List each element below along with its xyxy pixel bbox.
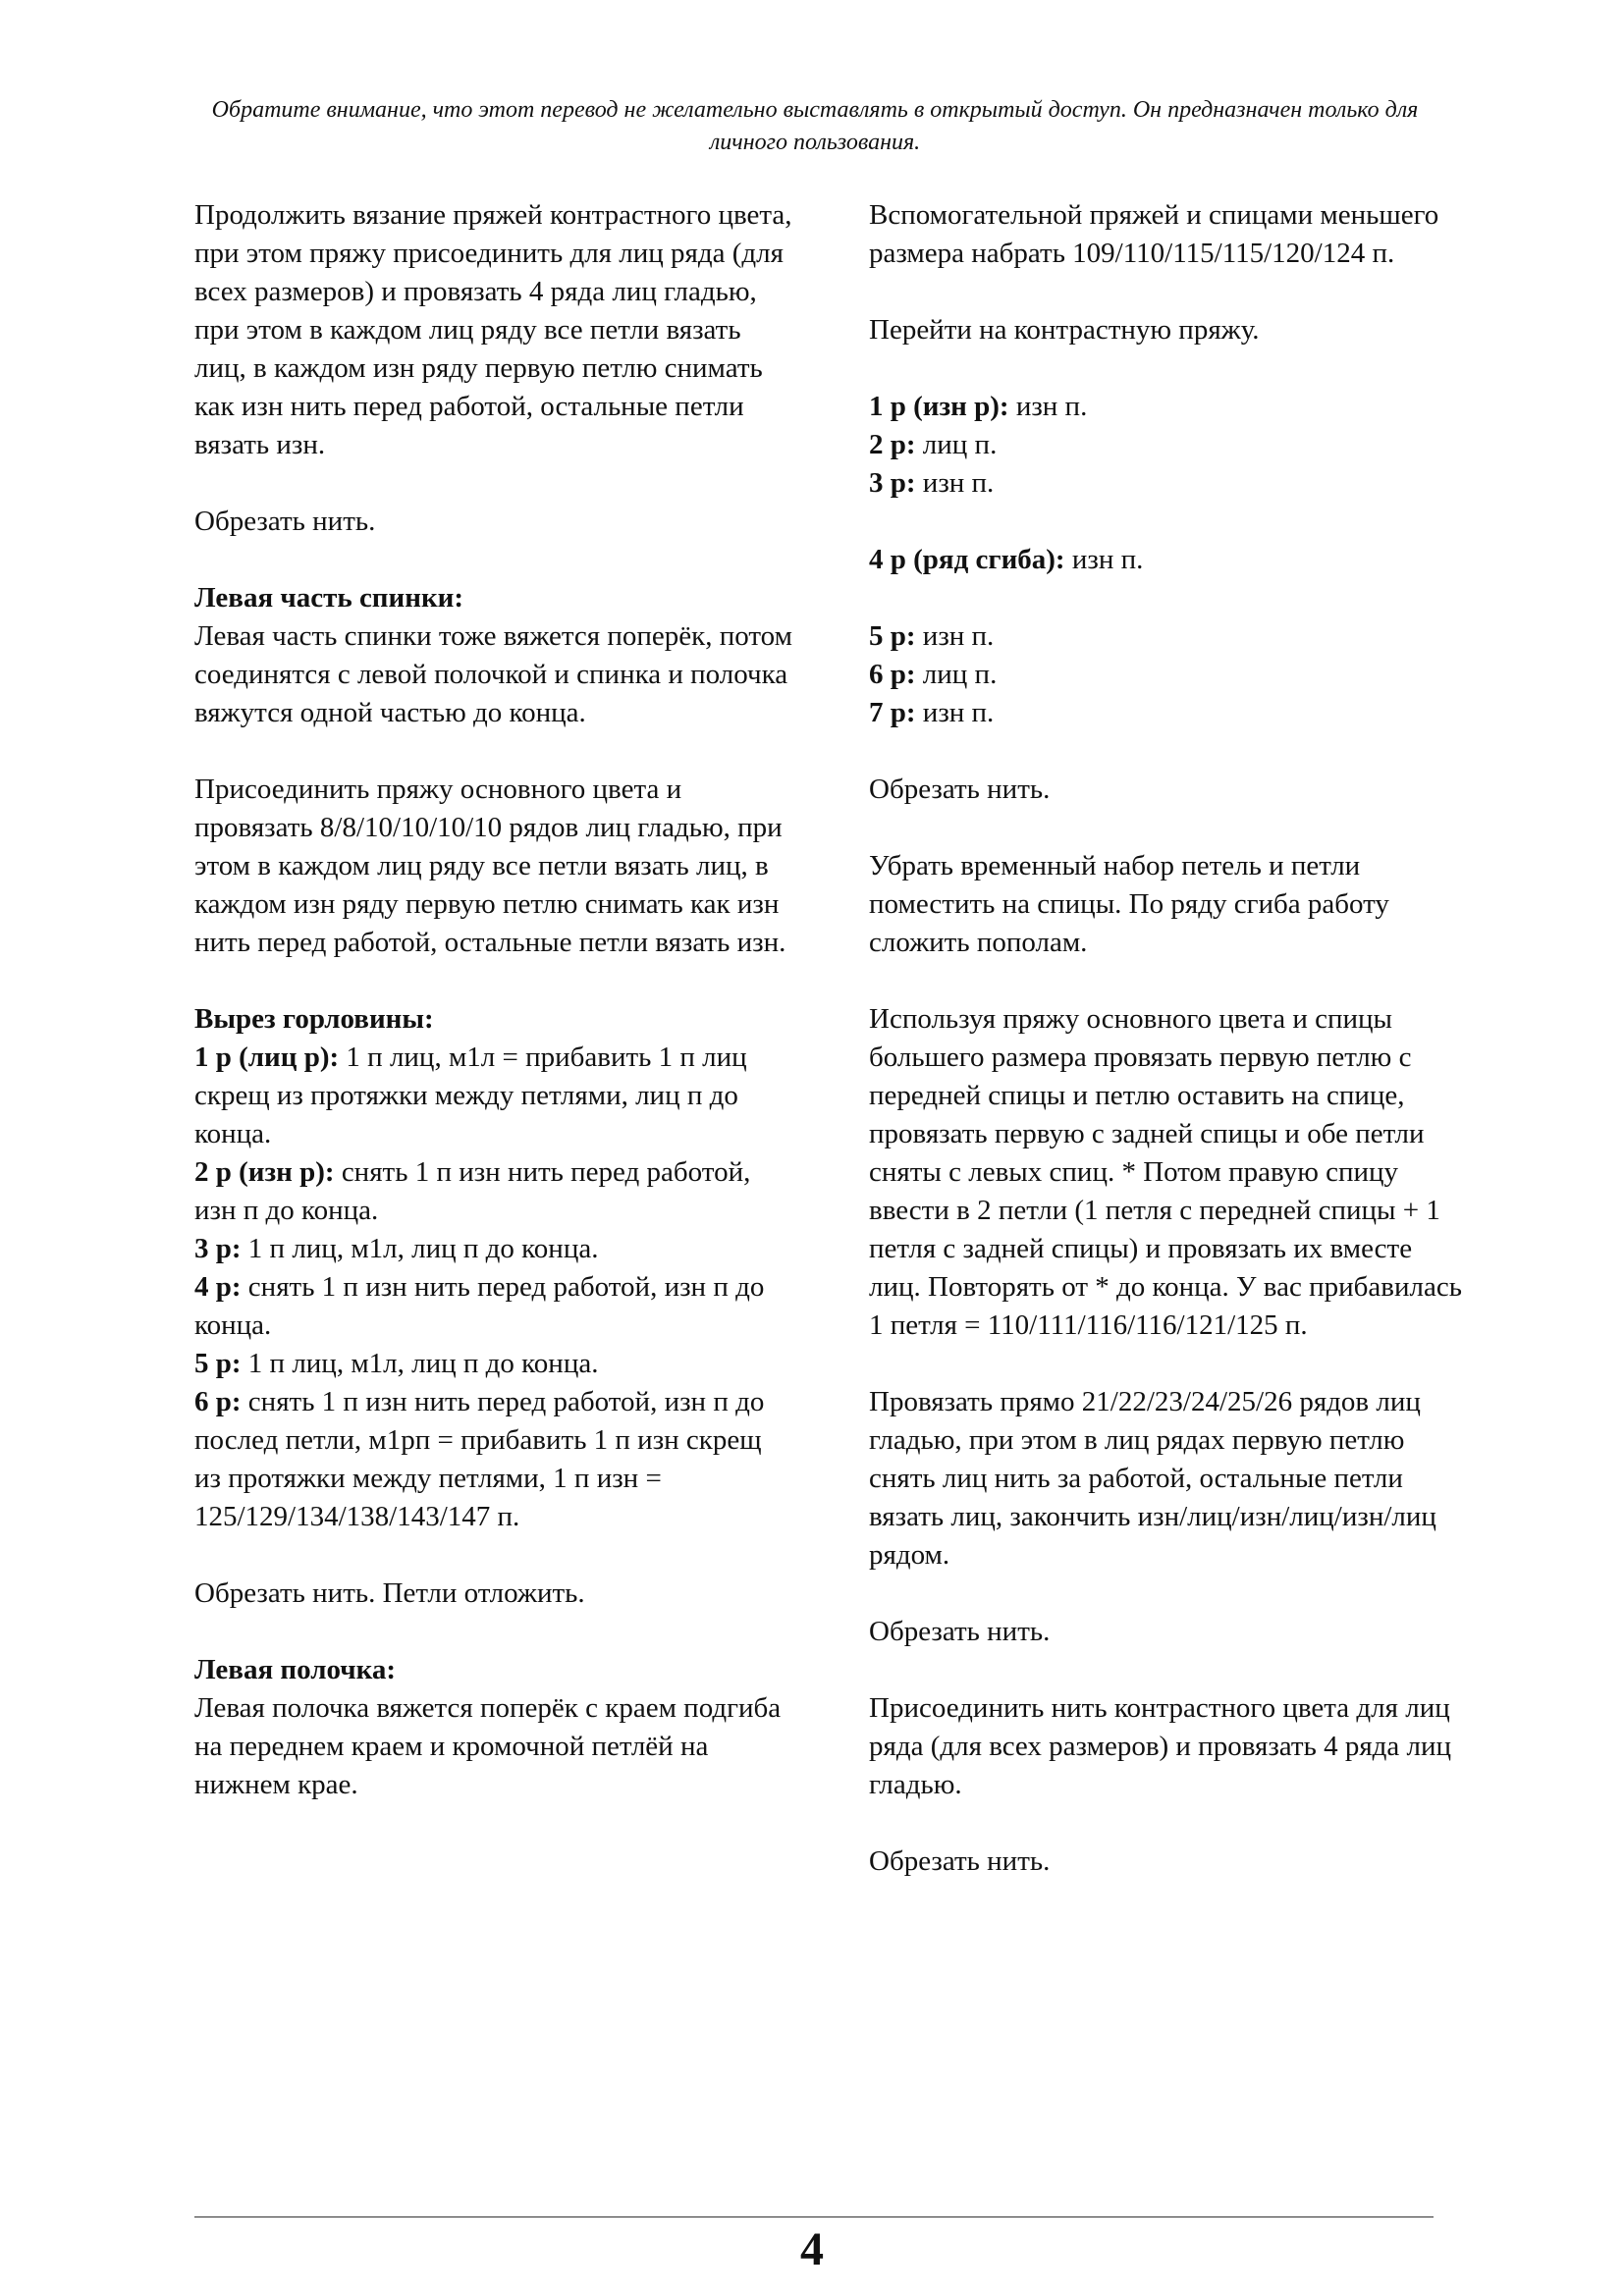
section-text: Левая часть спинки тоже вяжется поперёк, потом соединятся с левой полочкой и спинка и полочка вяжутся одной частью до конца.: [194, 620, 792, 728]
paragraph: Вспомогательной пряжей и спицами меньшего размера набрать 109/110/115/115/120/124 п.: [869, 199, 1439, 269]
row-instruction: [869, 426, 1468, 464]
page-number: 4: [800, 2223, 824, 2275]
row-label: 4 р:: [194, 1271, 242, 1303]
section-heading: Левая полочка:: [194, 1654, 397, 1685]
section-heading: Левая часть спинки:: [194, 582, 464, 614]
rows-block: [869, 388, 1468, 503]
row-instruction: [869, 388, 1468, 426]
paragraph: Используя пряжу основного цвета и спицы большего размера провязать первую петлю с передней спицы и петлю оставить на спице, провязать первую с задней спицы и обе петли сняты с левых спиц. * Потом правую спицу ввести в 2 петли (1 петля с передней спицы + 1 петля с задней спицы) и провязать их вместе лиц. Повторять от * до конца. У вас прибавилась 1 петля = 110/111/116/116/121/125 п.: [869, 1003, 1462, 1341]
paragraph: Присоединить нить контрастного цвета для лиц ряда (для всех размеров) и провязать 4 ряда лиц гладью.: [869, 1692, 1452, 1800]
row-label: 6 р:: [869, 659, 916, 690]
left-front-section: [194, 1651, 793, 1804]
row-label: 2 р:: [869, 429, 916, 460]
neckline-section: [194, 1000, 793, 1536]
paragraph: Обрезать нить.: [869, 1845, 1051, 1877]
paragraph: Провязать прямо 21/22/23/24/25/26 рядов лиц гладью, при этом в лиц рядах первую петлю снять лиц нить за работой, остальные петли вязать лиц, закончить изн/лиц/изн/лиц/изн/лиц рядом.: [869, 1386, 1436, 1571]
paragraph: Убрать временный набор петель и петли поместить на спицы. По ряду сгиба работу сложить пополам.: [869, 850, 1389, 958]
row-text: 1 п лиц, м1л = прибавить 1 п лиц скрещ из протяжки между петлями, лиц п до конца.: [194, 1041, 747, 1149]
section-heading: Вырез горловины:: [194, 1003, 434, 1035]
row-instruction: [194, 1345, 793, 1383]
paragraph: Обрезать нить.: [194, 506, 376, 537]
footer-divider: [194, 2216, 1434, 2217]
row-instruction: [194, 1383, 793, 1536]
rows-block: [869, 617, 1468, 732]
row-text: снять 1 п изн нить перед работой, изн п до конца.: [194, 1271, 765, 1341]
row-label: 3 р:: [869, 467, 916, 499]
row-text: 1 п лиц, м1л, лиц п до конца.: [241, 1233, 599, 1264]
row-instruction: [194, 1039, 793, 1153]
paragraph: Присоединить пряжу основного цвета и провязать 8/8/10/10/10/10 рядов лиц гладью, при этом в каждом лиц ряду все петли вязать лиц, в каждом изн ряду первую петлю снимать как изн нить перед работой, остальные петли вязать изн.: [194, 774, 786, 958]
row-label: 5 р:: [194, 1348, 242, 1379]
row-instruction: [869, 617, 1468, 656]
paragraph: Обрезать нить. Петли отложить.: [194, 1577, 585, 1609]
row-text: снять 1 п изн нить перед работой, изн п до послед петли, м1рп = прибавить 1 п изн скрещ из протяжки между петлями, 1 п изн = 125/129/134/138/143/147 п.: [194, 1386, 765, 1532]
row-text: изн п.: [1064, 544, 1144, 575]
row-instruction: [869, 464, 1468, 503]
notice-text: Обратите внимание, что этот перевод не желательно выставлять в открытый доступ. Он предназначен только для личного пользования.: [211, 97, 1419, 155]
paragraph: Перейти на контрастную пряжу.: [869, 314, 1260, 346]
row-instruction: [194, 1230, 793, 1268]
left-back-section: [194, 579, 793, 732]
row-instruction: [869, 694, 1468, 732]
row-instruction: [194, 1268, 793, 1345]
row-text: изн п.: [1008, 391, 1088, 422]
row-text: 1 п лиц, м1л, лиц п до конца.: [241, 1348, 599, 1379]
row-text: изн п.: [915, 467, 995, 499]
left-column: [194, 196, 793, 1842]
row-text: изн п.: [915, 697, 995, 728]
row-text: изн п.: [915, 620, 995, 652]
row-text: лиц п.: [915, 429, 998, 460]
paragraph: Обрезать нить.: [869, 774, 1051, 805]
row-label: 4 р (ряд сгиба):: [869, 544, 1065, 575]
row-label: 1 р (изн р):: [869, 391, 1009, 422]
row-label: 5 р:: [869, 620, 916, 652]
row-label: 3 р:: [194, 1233, 242, 1264]
row-label: 1 р (лиц р):: [194, 1041, 340, 1073]
section-text: Левая полочка вяжется поперёк с краем подгиба на переднем краем и кромочной петлёй на нижнем крае.: [194, 1692, 782, 1800]
row-instruction: [869, 541, 1468, 579]
row-instruction: [869, 656, 1468, 694]
row-instruction: [194, 1153, 793, 1230]
paragraph: Обрезать нить.: [869, 1616, 1051, 1647]
row-text: лиц п.: [915, 659, 998, 690]
row-label: 6 р:: [194, 1386, 242, 1417]
row-label: 2 р (изн р):: [194, 1156, 335, 1188]
paragraph: Продолжить вязание пряжей контрастного цвета, при этом пряжу присоединить для лиц ряда (для всех размеров) и провязать 4 ряда лиц гладью, при этом в каждом лиц ряду все петли вязать лиц, в каждом изн ряду первую петлю снимать как изн нить перед работой, остальные петли вязать изн.: [194, 199, 792, 460]
row-label: 7 р:: [869, 697, 916, 728]
right-column: [869, 196, 1468, 1919]
row-text: снять 1 п изн нить перед работой, изн п до конца.: [194, 1156, 751, 1226]
